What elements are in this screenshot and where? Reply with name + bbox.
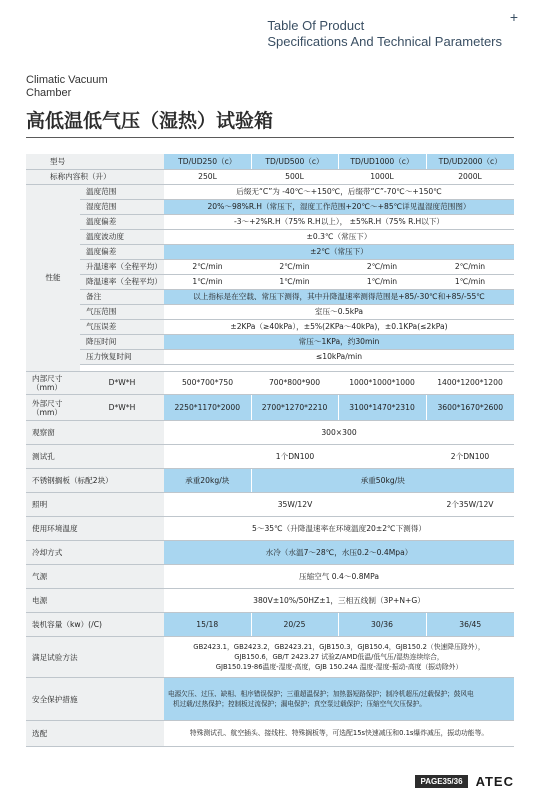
safety-line: 电源欠压、过压、缺相、相序错误保护；三重超温保护；加热器短路保护；制冷机超压/过载保护；鼓风电 — [168, 690, 474, 698]
english-title — [26, 74, 108, 100]
test-hole-row — [26, 445, 514, 469]
safety-line: 机过载/过热保护；控制板过流保护；漏电保护；真空泵过载保护；压缩空气欠压保护。 — [173, 700, 426, 708]
perf-value: 以上指标是在空载、常压下测得，其中升降温速率测得范围是+85/-30℃和+85/-55℃ — [164, 289, 514, 304]
page-number: PAGE35/36 — [415, 775, 467, 788]
spec-table — [26, 154, 514, 747]
lighting-value: 35W/12V — [164, 493, 426, 517]
page-footer — [415, 774, 514, 789]
inner-size-row — [26, 372, 514, 395]
window-label: 观察窗 — [26, 421, 164, 445]
lighting-row — [26, 493, 514, 517]
model-cell: TD/UD1000（c） — [338, 154, 426, 169]
perf-row-note — [26, 289, 514, 304]
volume-cell: 500L — [251, 169, 338, 184]
model-row — [26, 154, 514, 169]
perf-key: 气压误差 — [80, 319, 164, 334]
window-row — [26, 421, 514, 445]
outer-size-cell: 3600*1670*2600 — [426, 395, 514, 421]
air-source-value: 压缩空气 0.4～0.8MPa — [164, 565, 514, 589]
capacity-cell: 15/18 — [164, 613, 251, 637]
standards-line: GJB150.6，GB/T 2423.27 试验Z/AMD低温/低气压/湿热连续综合， — [234, 653, 444, 661]
env-temp-value: 5～35℃（升降温速率在环境温度20±2℃下测得） — [164, 517, 514, 541]
cooling-rate-cell: 1℃/min — [426, 274, 514, 289]
perf-key: 降压时间 — [80, 334, 164, 349]
perf-key: 温度偏差 — [80, 244, 164, 259]
perf-key: 温度偏差 — [80, 214, 164, 229]
capacity-cell: 36/45 — [426, 613, 514, 637]
header-line-1: Table Of Product — [267, 18, 365, 33]
safety-row — [26, 678, 514, 721]
perf-row-pressure-error — [26, 319, 514, 334]
heating-rate-cell: 2℃/min — [164, 259, 251, 274]
perf-row-humidity-range — [26, 199, 514, 214]
outer-size-row — [26, 395, 514, 421]
volume-cell: 1000L — [338, 169, 426, 184]
shelf-value-large: 承重50kg/块 — [251, 469, 514, 493]
perf-key: 温度波动度 — [80, 229, 164, 244]
inner-size-label: 内部尺寸（mm） — [26, 372, 80, 395]
header-line-2: Specifications And Technical Parameters — [267, 34, 502, 49]
capacity-cell: 20/25 — [251, 613, 338, 637]
inner-size-cell: 1000*1000*1000 — [338, 372, 426, 395]
options-label: 选配 — [26, 721, 164, 747]
outer-size-cell: 3100*1470*2310 — [338, 395, 426, 421]
standards-line: GB2423.1，GB2423.2，GB2423.21，GJB150.3，GJB150.4，GJB150.2（快速降压除外）， — [193, 643, 485, 651]
perf-row-humidity-deviation — [26, 214, 514, 229]
volume-cell: 2000L — [426, 169, 514, 184]
safety-value — [164, 678, 514, 721]
heating-rate-cell: 2℃/min — [251, 259, 338, 274]
capacity-label: 装机容量（kw）(/C) — [26, 613, 164, 637]
perf-value: ±2KPa（≥40kPa），±5%(2KPa～40kPa)，±0.1KPa(≤2kPa) — [164, 319, 514, 334]
english-title-line-1: Climatic Vacuum — [26, 74, 108, 86]
test-hole-label: 测试孔 — [26, 445, 164, 469]
performance-label: 性能 — [26, 184, 80, 372]
lighting-label: 照明 — [26, 493, 164, 517]
shelf-label: 不锈钢搁板（标配2块） — [26, 469, 164, 493]
heating-rate-label: 升温速率（全程平均） — [80, 259, 164, 274]
perf-row-temp-range — [26, 184, 514, 199]
safety-label: 安全保护措施 — [26, 678, 164, 721]
env-temp-label: 使用环境温度 — [26, 517, 164, 541]
test-hole-value: 1个DN100 — [164, 445, 426, 469]
perf-row-temp-deviation — [26, 244, 514, 259]
heating-rate-row — [26, 259, 514, 274]
power-value: 380V±10%/50HZ±1，三相五线制（3P+N+G） — [164, 589, 514, 613]
cooling-rate-cell: 1℃/min — [164, 274, 251, 289]
env-temp-row — [26, 517, 514, 541]
dwh-label: D*W*H — [80, 372, 164, 395]
standards-label: 满足试验方法 — [26, 637, 164, 678]
standards-value — [164, 637, 514, 678]
capacity-cell: 30/36 — [338, 613, 426, 637]
perf-value: 室压～0.5kPa — [164, 304, 514, 319]
perf-value: ±2℃（常压下） — [164, 244, 514, 259]
shelf-row — [26, 469, 514, 493]
perf-row-pressure-recovery — [26, 349, 514, 364]
section-header — [267, 18, 502, 50]
air-source-row — [26, 565, 514, 589]
brand-logo: ATEC — [475, 774, 514, 789]
standards-line: GJB150.19-86温度-湿度-高度，GJB 150.24A 温度-湿度-振动-高度（振动除外） — [215, 663, 463, 671]
shelf-value-small: 承重20kg/块 — [164, 469, 251, 493]
window-value: 300×300 — [164, 421, 514, 445]
perf-value: 20%～98%R.H（常压下，湿度工作范围+20℃～+85℃详见温湿度范围图） — [164, 199, 514, 214]
test-hole-value-large: 2个DN100 — [426, 445, 514, 469]
outer-size-cell: 2250*1170*2000 — [164, 395, 251, 421]
plus-icon: + — [509, 9, 518, 25]
cooling-rate-cell: 1℃/min — [338, 274, 426, 289]
perf-key: 温度范围 — [80, 184, 164, 199]
heating-rate-cell: 2℃/min — [426, 259, 514, 274]
perf-row-pressure-range — [26, 304, 514, 319]
perf-row-temp-fluctuation — [26, 229, 514, 244]
dwh-label: D*W*H — [80, 395, 164, 421]
outer-size-cell: 2700*1270*2210 — [251, 395, 338, 421]
inner-size-cell: 500*700*750 — [164, 372, 251, 395]
perf-key: 备注 — [80, 289, 164, 304]
power-row — [26, 589, 514, 613]
options-row — [26, 721, 514, 747]
perf-key: 湿度范围 — [80, 199, 164, 214]
english-title-line-2: Chamber — [26, 87, 72, 99]
cooling-rate-row — [26, 274, 514, 289]
perf-value: ±0.3℃（常压下） — [164, 229, 514, 244]
model-label: 型号 — [26, 154, 164, 169]
perf-key: 压力恢复时间 — [80, 349, 164, 364]
cooling-rate-label: 降温速率（全程平均） — [80, 274, 164, 289]
outer-size-label: 外部尺寸（mm） — [26, 395, 80, 421]
volume-label: 标称内容积（升） — [26, 169, 164, 184]
cooling-mode-row — [26, 541, 514, 565]
title-divider — [26, 137, 514, 138]
perf-value: 后缀无“C”为 -40℃～+150℃，后缀带“C”-70℃～+150℃ — [164, 184, 514, 199]
model-cell: TD/UD250（c） — [164, 154, 251, 169]
air-source-label: 气源 — [26, 565, 164, 589]
perf-value: 常压～1KPa，约30min — [164, 334, 514, 349]
standards-row — [26, 637, 514, 678]
perf-value: ≤10kPa/min — [164, 349, 514, 364]
lighting-value-large: 2个35W/12V — [426, 493, 514, 517]
cooling-mode-value: 水冷（水温7～28℃，水压0.2～0.4Mpa） — [164, 541, 514, 565]
page-title: 高低温低气压（湿热）试验箱 — [26, 110, 274, 132]
perf-key: 气压范围 — [80, 304, 164, 319]
heating-rate-cell: 2℃/min — [338, 259, 426, 274]
inner-size-cell: 700*800*900 — [251, 372, 338, 395]
inner-size-cell: 1400*1200*1200 — [426, 372, 514, 395]
volume-row — [26, 169, 514, 184]
cooling-rate-cell: 1℃/min — [251, 274, 338, 289]
options-value: 特殊测试孔、航空插头、接线柱、特殊搁板等，可选配15s快速减压和0.1s爆炸减压，振动功能等。 — [164, 721, 514, 747]
volume-cell: 250L — [164, 169, 251, 184]
perf-row-decompression-time — [26, 334, 514, 349]
perf-value: -3～+2%R.H（75% R.H以上）， ±5%R.H（75% R.H以下） — [164, 214, 514, 229]
model-cell: TD/UD500（c） — [251, 154, 338, 169]
capacity-row — [26, 613, 514, 637]
cooling-mode-label: 冷却方式 — [26, 541, 164, 565]
model-cell: TD/UD2000（c） — [426, 154, 514, 169]
power-label: 电源 — [26, 589, 164, 613]
